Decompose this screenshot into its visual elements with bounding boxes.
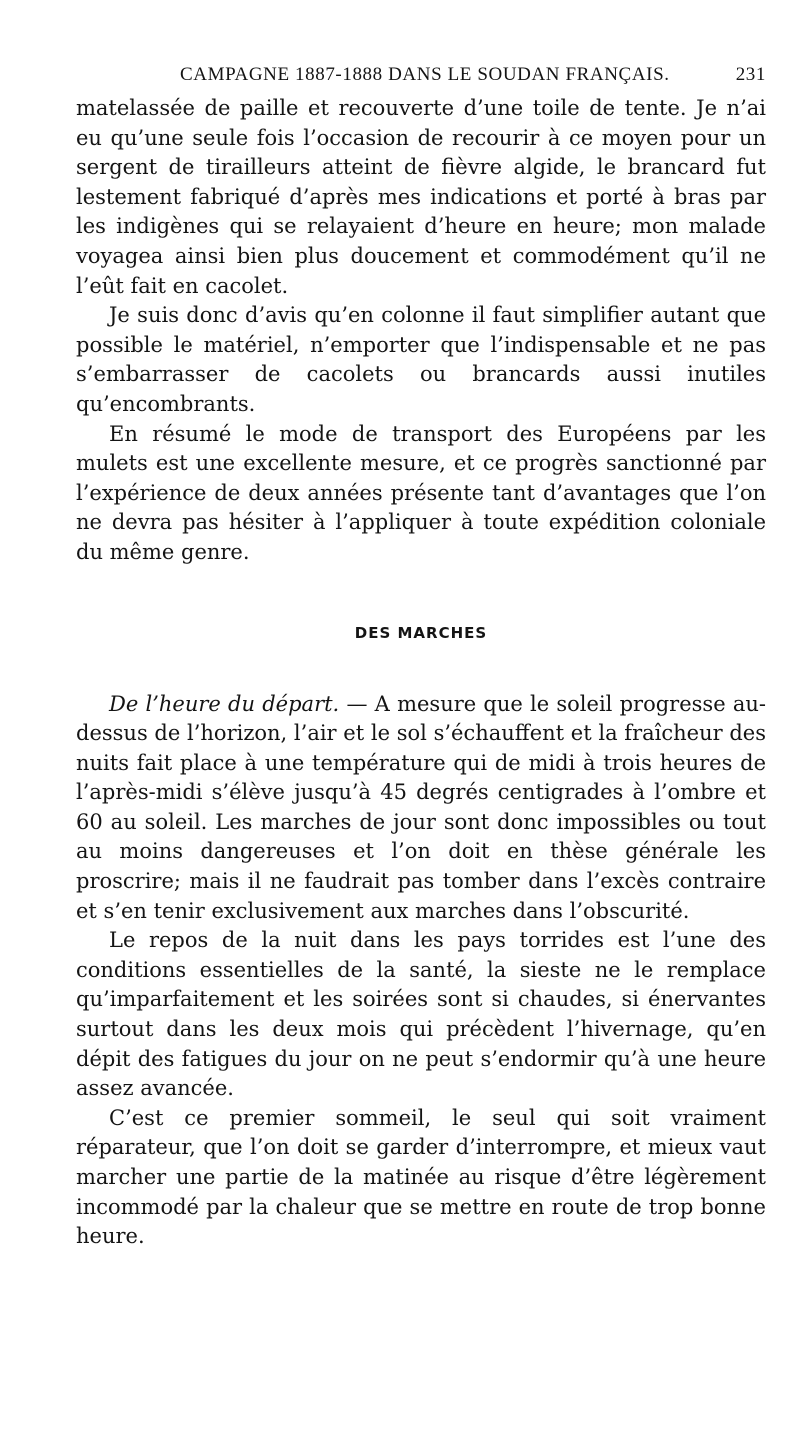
page-number: 231 xyxy=(735,64,766,85)
paragraph: En résumé le mode de transport des Européens par les mulets est une excellente mesure, et ce progrès sanctionné par l’expérience de deux années présente tant d’avantages que l’on ne devra pas hésiter à l’appliquer à toute expédition coloniale du même genre. xyxy=(76,421,766,564)
section-heading: DES MARCHES xyxy=(354,623,488,642)
paragraph: C’est ce premier sommeil, le seul qui soit vraiment réparateur, que l’on doit se garder d’interrompre, et mieux vaut marcher une partie de la matinée au risque d’être légèrement incommodé par la chaleur que se mettre en route de trop bonne heure. xyxy=(76,1105,766,1249)
paragraph: Le repos de la nuit dans les pays torrides est l’une des conditions essentielles de la santé, la sieste ne le remplace qu’imparfaitement et les soirées sont si chaudes, si énervantes surtout dans les deux mois qui précèdent l’hivernage, qu’en dépit des fatigues du jour on ne peut s’endormir qu’à une heure assez avancée. xyxy=(76,928,766,1101)
running-title: CAMPAGNE 1887-1888 DANS LE SOUDAN FRANÇAIS. xyxy=(180,64,670,85)
running-head xyxy=(180,64,766,94)
paragraph-continued: matelassée de paille et recouverte d’une toile de tente. Je n’ai eu qu’une seule fois l’occasion de recourir à ce moyen pour un sergent de tirailleurs atteint de fièvre algide, le brancard fut lestement fabriqué d’après mes indications et porté à bras par les indigènes qui se relayaient d’heure en heure; mon malade voyagea ainsi bien plus doucement et commodément qu’il ne l’eût fait en cacolet. xyxy=(76,96,766,298)
paragraph-text: — A mesure que le soleil progresse au-dessus de l’horizon, l’air et le sol s’échauffent et la fraîcheur des nuits fait place à une température qui de midi à trois heures de l’après-midi s’élève jusqu’à 45 degrés centigrades à l’ombre et 60 au soleil. Les marches de jour sont donc impossibles ou tout au moins dangereuses et l’on doit en thèse générale les proscrire; mais il ne faudrait pas tomber dans l’excès contraire et s’en tenir exclusivement aux marches dans l’obscurité. xyxy=(76,691,766,923)
paragraph-lead-in: De l’heure du départ. xyxy=(109,691,340,716)
body-text xyxy=(76,94,766,1252)
paragraph: Je suis donc d’avis qu’en colonne il faut simplifier autant que possible le matériel, n’emporter que l’indispensable et ne pas s’embarrasser de cacolets ou brancards aussi inutiles qu’encombrants. xyxy=(76,303,766,416)
paragraph-with-lead xyxy=(76,690,766,927)
book-page xyxy=(76,64,766,1252)
